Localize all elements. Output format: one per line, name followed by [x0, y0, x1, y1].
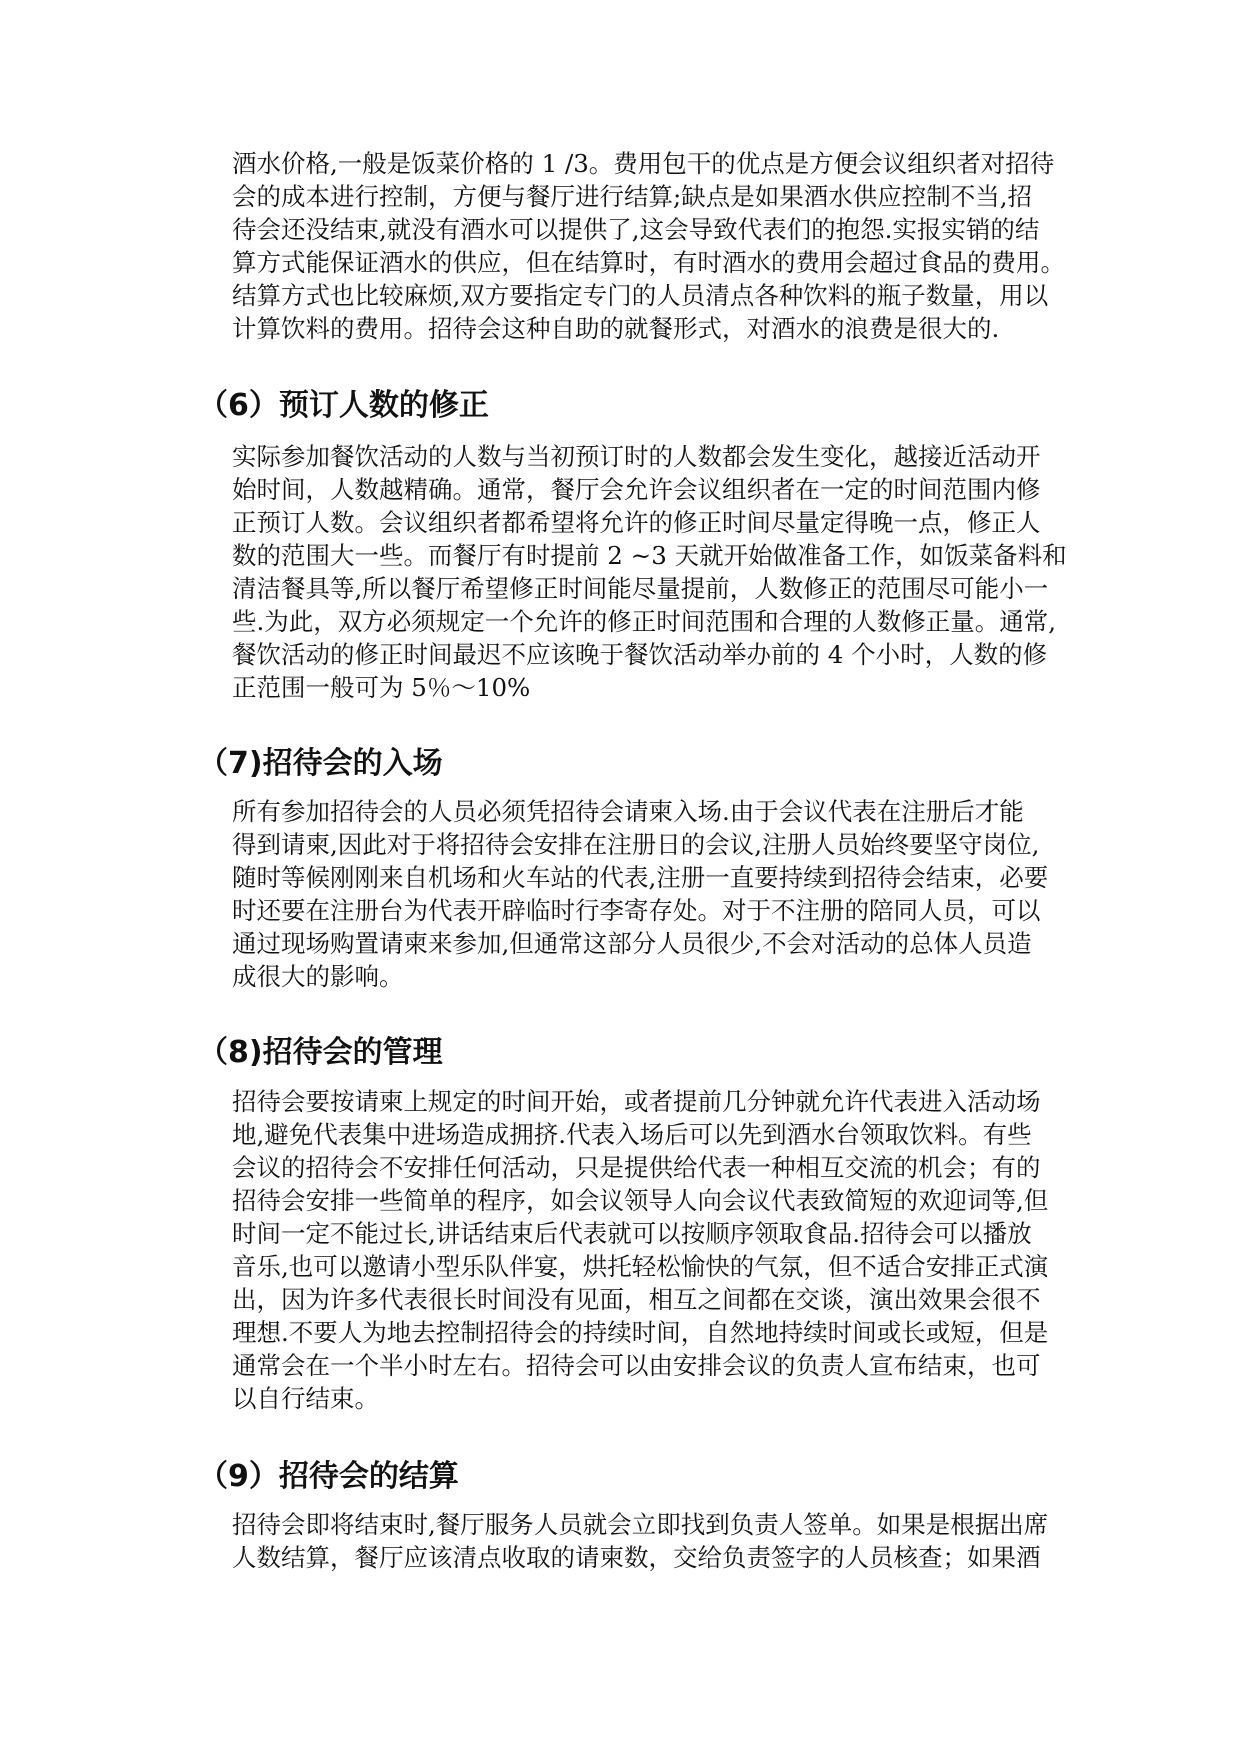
text-line: 计算饮料的费用。招待会这种自助的就餐形式，对酒水的浪费是很大的.	[232, 314, 1000, 343]
paragraph-reception-management	[232, 1085, 1052, 1415]
text-line: 数的范围大一些。而餐厅有时提前 2 ~3 天就开始做准备工作，如饭菜备料和	[232, 541, 1067, 570]
text-line: 结算方式也比较麻烦,双方要指定专门的人员清点各种饮料的瓶子数量，用以	[232, 281, 1049, 310]
section-heading-6: （6）预订人数的修正	[198, 388, 489, 423]
text-line: 会议的招待会不安排任何活动，只是提供给代表一种相互交流的机会；有的	[232, 1153, 1041, 1182]
text-line: 音乐,也可以邀请小型乐队伴宴，烘托轻松愉快的气氛，但不适合安排正式演	[232, 1252, 1049, 1281]
text-line: 算方式能保证酒水的供应，但在结算时，有时酒水的费用会超过食品的费用。	[232, 248, 1065, 277]
text-line: 地,避免代表集中进场造成拥挤.代表入场后可以先到酒水台领取饮料。有些	[232, 1120, 1032, 1149]
text-line: 时间一定不能过长,讲话结束后代表就可以按顺序领取食品.招待会可以播放	[232, 1219, 1032, 1248]
text-line: 正范围一般可为 5％～10%	[232, 673, 531, 702]
text-line: 出，因为许多代表很长时间没有见面，相互之间都在交谈，演出效果会很不	[232, 1285, 1041, 1314]
section-heading-8: （8)招待会的管理	[198, 1035, 443, 1070]
text-line: 清洁餐具等,所以餐厅希望修正时间能尽量提前，人数修正的范围尽可能小一	[232, 574, 1049, 603]
text-line: 餐饮活动的修正时间最迟不应该晚于餐饮活动举办前的 4 个小时，人数的修	[232, 640, 1048, 669]
text-line: 人数结算，餐厅应该清点收取的请柬数，交给负责签字的人员核查；如果酒	[232, 1543, 1041, 1572]
text-line: 待会还没结束,就没有酒水可以提供了,这会导致代表们的抱怨.实报实销的结	[232, 215, 1040, 244]
text-line: 会的成本进行控制，方便与餐厅进行结算;缺点是如果酒水供应控制不当,招	[232, 182, 1033, 211]
text-line: 始时间，人数越精确。通常，餐厅会允许会议组织者在一定的时间范围内修	[232, 475, 1041, 504]
paragraph-wine-settlement	[232, 147, 1065, 345]
text-line: 招待会要按请柬上规定的时间开始，或者提前几分钟就允许代表进入活动场	[232, 1087, 1041, 1116]
text-line: 通过现场购置请柬来参加,但通常这部分人员很少,不会对活动的总体人员造	[232, 929, 1032, 958]
text-line: 理想.不要人为地去控制招待会的持续时间，自然地持续时间或长或短，但是	[232, 1318, 1049, 1347]
text-line: 招待会安排一些简单的程序，如会议领导人向会议代表致简短的欢迎词等,但	[232, 1186, 1049, 1215]
text-line: 些.为此，双方必须规定一个允许的修正时间范围和合理的人数修正量。通常,	[232, 607, 1057, 636]
text-line: 成很大的影响。	[232, 962, 404, 991]
text-line: 正预订人数。会议组织者都希望将允许的修正时间尽量定得晚一点，修正人	[232, 508, 1041, 537]
paragraph-reception-entry	[232, 795, 1052, 993]
text-line: 得到请柬,因此对于将招待会安排在注册日的会议,注册人员始终要坚守岗位,	[232, 830, 1040, 859]
text-line: 时还要在注册台为代表开辟临时行李寄存处。对于不注册的陪同人员，可以	[232, 896, 1041, 925]
text-line: 随时等候刚刚来自机场和火车站的代表,注册一直要持续到招待会结束，必要	[232, 863, 1049, 892]
paragraph-headcount-revision	[232, 440, 1067, 704]
section-heading-7: （7)招待会的入场	[198, 746, 443, 781]
text-line: 以自行结束。	[232, 1384, 379, 1413]
text-line: 所有参加招待会的人员必须凭招待会请柬入场.由于会议代表在注册后才能	[232, 797, 1024, 826]
section-heading-9: （9）招待会的结算	[198, 1459, 459, 1494]
text-line: 招待会即将结束时,餐厅服务人员就会立即找到负责人签单。如果是根据出席	[232, 1510, 1049, 1539]
text-line: 通常会在一个半小时左右。招待会可以由安排会议的负责人宣布结束，也可	[232, 1351, 1041, 1380]
text-line: 酒水价格,一般是饭菜价格的 1 /3。费用包干的优点是方便会议组织者对招待	[232, 149, 1055, 178]
text-line: 实际参加餐饮活动的人数与当初预订时的人数都会发生变化，越接近活动开	[232, 442, 1041, 471]
paragraph-reception-settlement	[232, 1508, 1052, 1574]
